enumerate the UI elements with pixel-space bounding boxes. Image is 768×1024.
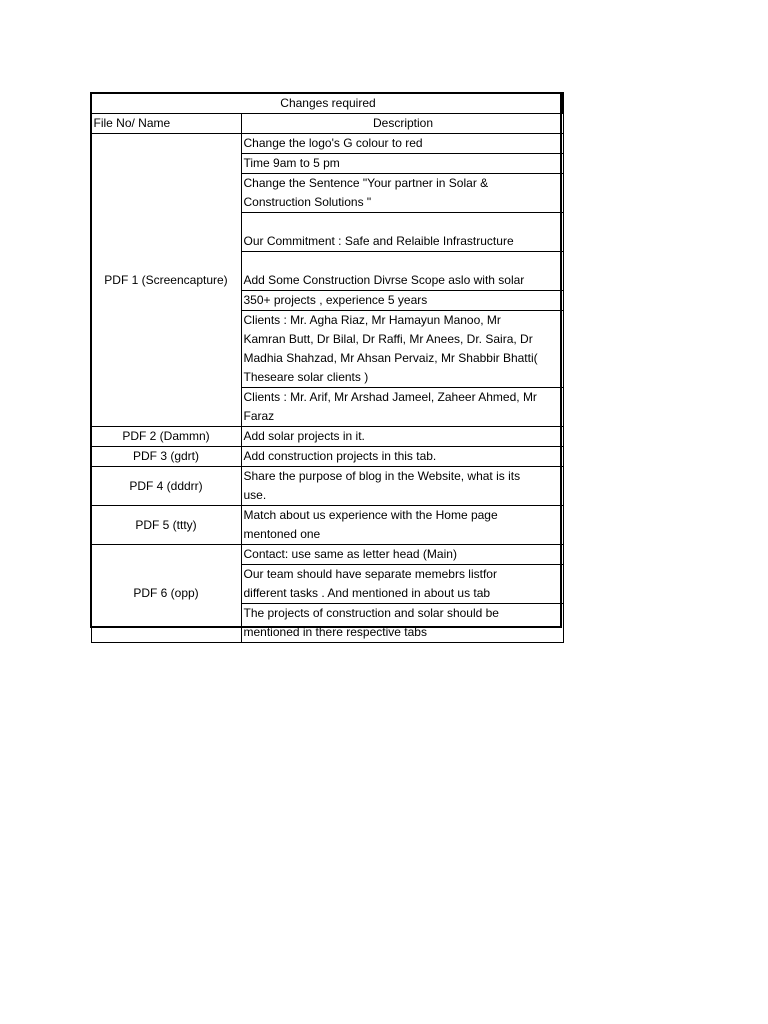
description-line: Change the logo's G colour to red — [243, 136, 423, 150]
description-line: Kamran Butt, Dr Bilal, Dr Raffi, Mr Anees, Dr. Saira, Dr — [243, 332, 533, 346]
file-name-cell: PDF 1 (Screencapture) — [91, 134, 241, 427]
description-line: 350+ projects , experience 5 years — [243, 293, 428, 307]
description-line: Our Commitment : Safe and Relaible Infrastructure — [243, 234, 514, 248]
table-row — [91, 427, 563, 447]
file-name-cell: PDF 6 (opp) — [91, 545, 241, 643]
table-row — [91, 506, 563, 545]
description-cell — [241, 604, 563, 643]
description-line: use. — [243, 488, 267, 502]
description-line: Change the Sentence "Your partner in Solar & — [243, 176, 489, 190]
description-cell — [241, 506, 563, 545]
description-cell — [241, 154, 563, 174]
table-row — [91, 134, 563, 154]
description-cell — [241, 174, 563, 213]
table-row — [91, 447, 563, 467]
col-header-name: File No/ Name — [91, 114, 241, 134]
description-line: Theseare solar clients ) — [243, 370, 369, 384]
file-name-cell: PDF 4 (dddrr) — [91, 467, 241, 506]
description-line: Clients : Mr. Arif, Mr Arshad Jameel, Zaheer Ahmed, Mr — [243, 390, 537, 404]
description-line: Faraz — [243, 409, 275, 423]
description-cell — [241, 311, 563, 388]
description-line: Madhia Shahzad, Mr Ahsan Pervaiz, Mr Shabbir Bhatti( — [243, 351, 538, 365]
changes-sheet — [90, 92, 562, 639]
blank-line — [244, 213, 563, 232]
header-row — [91, 114, 563, 134]
description-line: Match about us experience with the Home page — [243, 508, 498, 522]
description-line: Add Some Construction Divrse Scope aslo with solar — [243, 273, 525, 287]
description-cell — [241, 252, 563, 291]
description-line: Clients : Mr. Agha Riaz, Mr Hamayun Manoo, Mr — [243, 313, 501, 327]
description-cell — [241, 447, 563, 467]
blank-line — [244, 252, 563, 271]
description-line: different tasks . And mentioned in about us tab — [243, 586, 491, 600]
description-line: Time 9am to 5 pm — [243, 156, 340, 170]
description-cell — [241, 291, 563, 311]
description-cell — [241, 565, 563, 604]
changes-table — [90, 92, 564, 643]
description-line: Our team should have separate memebrs listfor — [243, 567, 497, 581]
description-cell — [241, 134, 563, 154]
description-cell — [241, 427, 563, 447]
description-line: Contact: use same as letter head (Main) — [243, 547, 457, 561]
description-line: The projects of construction and solar should be — [243, 606, 499, 620]
file-name-cell: PDF 2 (Dammn) — [91, 427, 241, 447]
description-line: Share the purpose of blog in the Website, what is its — [243, 469, 521, 483]
description-line: Add construction projects in this tab. — [243, 449, 437, 463]
table-row — [91, 545, 563, 565]
description-line: mentioned in there respective tabs — [243, 625, 427, 639]
description-cell — [241, 467, 563, 506]
description-line: Add solar projects in it. — [243, 429, 365, 443]
table-row — [91, 467, 563, 506]
table-title: Changes required — [91, 93, 563, 114]
table-title-row — [91, 93, 563, 114]
file-name-cell: PDF 5 (ttty) — [91, 506, 241, 545]
description-cell — [241, 545, 563, 565]
description-cell — [241, 213, 563, 252]
description-line: mentoned one — [243, 527, 321, 541]
file-name-cell: PDF 3 (gdrt) — [91, 447, 241, 467]
col-header-desc: Description — [241, 114, 563, 134]
description-cell — [241, 388, 563, 427]
description-line: Construction Solutions " — [243, 195, 372, 209]
